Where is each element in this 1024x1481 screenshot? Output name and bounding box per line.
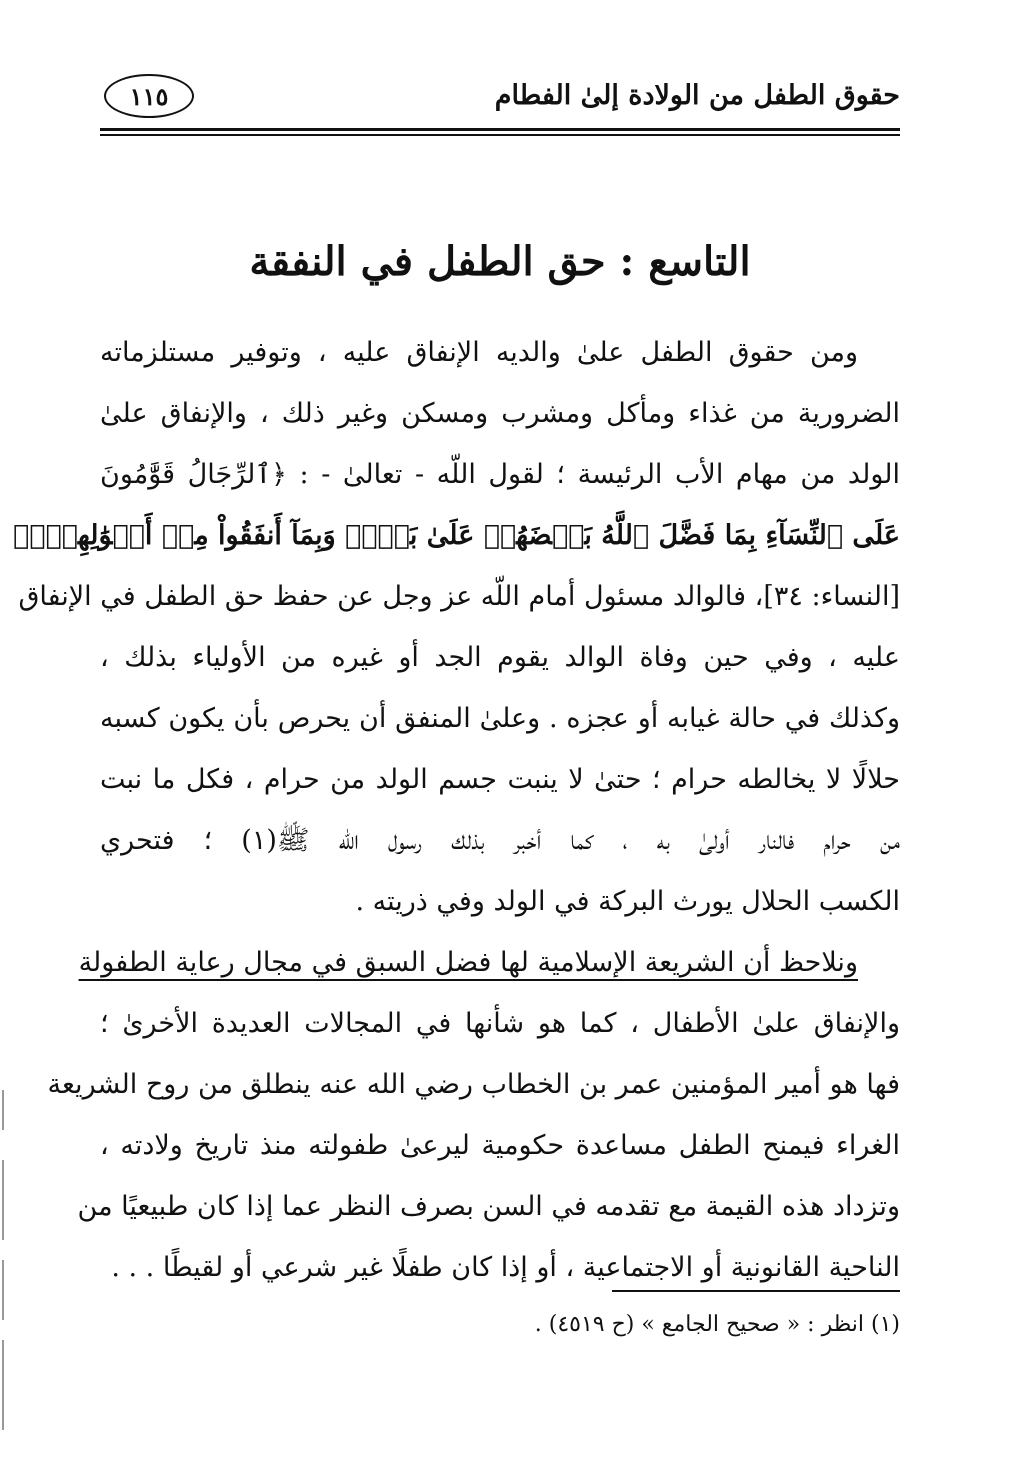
body-line: حلالًا لا يخالطه حرام ؛ حتىٰ لا ينبت جسم الولد من حرام ، فكل ما نبت xyxy=(100,764,900,795)
body-line: ومن حقوق الطفل علىٰ والديه الإنفاق عليه ، وتوفير مستلزماته xyxy=(100,337,858,368)
body-line: عليه ، وفي حين وفاة الوالد يقوم الجد أو غيره من الأولياء بذلك ، xyxy=(100,642,900,673)
scan-artifact xyxy=(2,1340,4,1430)
body-line: الولد من مهام الأب الرئيسة ؛ لقول اللّه - تعالىٰ - : ﴿ٱلرِّجَالُ قَوَّٰمُونَ xyxy=(100,459,900,490)
body-line: والإنفاق علىٰ الأطفال ، كما هو شأنها في المجالات العديدة الأخرىٰ ؛ xyxy=(100,1008,900,1039)
body-line: الغراء فيمنح الطفل مساعدة حكومية ليرعىٰ طفولته منذ تاريخ ولادته ، xyxy=(100,1130,900,1161)
header-rule-thick xyxy=(100,128,900,131)
body-line: فها هو أمير المؤمنين عمر بن الخطاب رضي الله عنه ينطلق من روح الشريعة xyxy=(47,1069,900,1100)
body-line: الكسب الحلال يورث البركة في الولد وفي ذريته . xyxy=(355,886,900,917)
scan-artifact xyxy=(2,1260,4,1320)
section-title: التاسع : حق الطفل في النفقة xyxy=(249,238,751,285)
footnote-divider xyxy=(612,1290,900,1292)
body-text xyxy=(13,322,901,1298)
quran-verse-line: عَلَى ٱلنِّسَآءِ بِمَا فَضَّلَ ٱللَّهُ بَعۡضَهُمۡ عَلَىٰ بَعۡضٖ وَبِمَآ أَنفَقُواْ مِنۡ أَمۡوَٰلِهِمۡۚ﴾ xyxy=(13,520,900,551)
page-header xyxy=(100,72,900,132)
scan-artifact xyxy=(2,1160,4,1240)
running-title: حقوق الطفل من الولادة إلىٰ الفطام xyxy=(494,80,900,111)
body-line: [النساء: ٣٤]، فالوالد مسئول أمام اللّه عز وجل عن حفظ حق الطفل في الإنفاق xyxy=(18,581,900,612)
body-line: من حرام فالنار أولىٰ به ، كما أخبر بذلك رسول اللّه ﷺ(١) ؛ فتحري xyxy=(100,825,901,856)
body-line: الناحية القانونية أو الاجتماعية ، أو إذا كان طفلًا غير شرعي أو لقيطًا . . . xyxy=(111,1252,900,1283)
footnote: (١) انظر : « صحيح الجامع » (ح ٤٥١٩) . xyxy=(534,1312,900,1337)
scan-artifact xyxy=(2,1090,4,1130)
body-line: الضرورية من غذاء ومأكل ومشرب ومسكن وغير ذلك ، والإنفاق علىٰ xyxy=(100,398,900,429)
body-line: ونلاحظ أن الشريعة الإسلامية لها فضل السبق في مجال رعاية الطفولة xyxy=(78,947,858,978)
body-line: وتزداد هذه القيمة مع تقدمه في السن بصرف النظر عما إذا كان طبيعيًا من xyxy=(77,1191,900,1222)
page-number: ١١٥ xyxy=(104,74,194,118)
header-rule-thin xyxy=(100,134,900,136)
body-line: وكذلك في حالة غيابه أو عجزه . وعلىٰ المنفق أن يحرص بأن يكون كسبه xyxy=(100,703,900,734)
